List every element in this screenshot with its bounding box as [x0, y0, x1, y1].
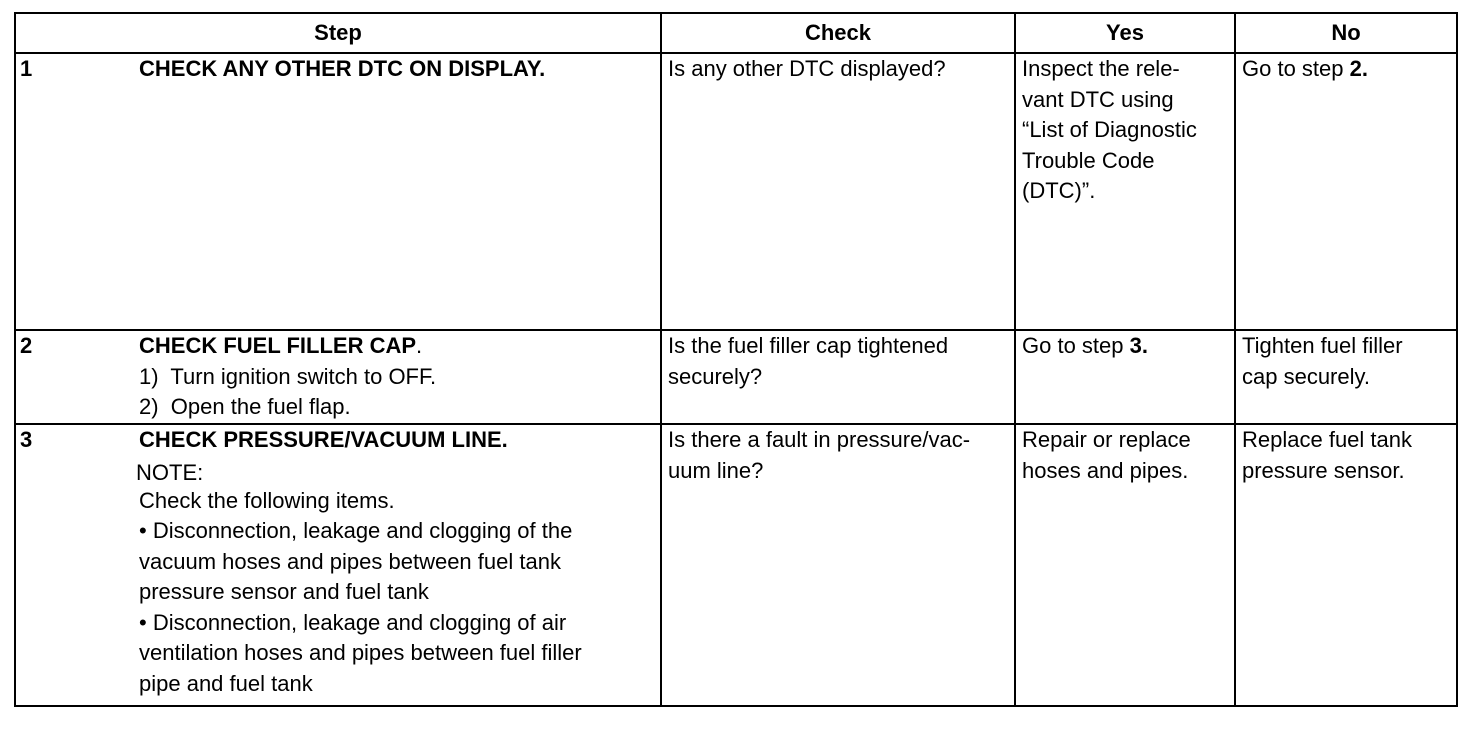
step-number: 2 [15, 330, 137, 424]
step-cell [137, 424, 661, 706]
step-title: CHECK ANY OTHER DTC ON DISPLAY. [139, 56, 546, 81]
yes-cell [1015, 53, 1235, 330]
step-number: 3 [15, 424, 137, 706]
yes-text: Inspect the rele- vant DTC using “List of Diagnostic Trouble Code (DTC)”. [1022, 56, 1197, 203]
yes-text: Repair or replace hoses and pipes. [1022, 427, 1191, 483]
header-yes: Yes [1015, 13, 1235, 53]
table-row [15, 53, 1457, 330]
note-bullet: • Disconnection, leakage and clogging of air ventilation hoses and pipes between fuel filler pipe and fuel tank [139, 609, 582, 696]
note-line: Check the following items. [139, 487, 395, 513]
step-title: CHECK FUEL FILLER CAP [139, 333, 417, 358]
header-no: No [1235, 13, 1457, 53]
note-bullet: • Disconnection, leakage and clogging of the vacuum hoses and pipes between fuel tank pressure sensor and fuel tank [139, 518, 573, 604]
note-heading: NOTE: [136, 459, 204, 485]
check-cell [661, 424, 1015, 706]
check-text: Is there a fault in pressure/vac- uum line? [668, 427, 971, 483]
check-cell [661, 330, 1015, 424]
substep-item: 1) Turn ignition switch to OFF. [139, 363, 437, 389]
diagnostic-procedure-table [14, 12, 1458, 707]
check-cell [661, 53, 1015, 330]
no-text: Tighten fuel filler cap securely. [1242, 333, 1403, 389]
step-title: CHECK PRESSURE/VACUUM LINE. [139, 427, 508, 452]
no-text: Replace fuel tank pressure sensor. [1242, 427, 1412, 483]
yes-text: Go to step [1022, 333, 1130, 358]
no-cell [1235, 53, 1457, 330]
header-row [15, 13, 1457, 53]
step-title-suffix: . [416, 333, 423, 358]
yes-step-ref: 3. [1129, 333, 1148, 358]
substep-item: 2) Open the fuel flap. [139, 394, 351, 419]
yes-cell [1015, 330, 1235, 424]
step-number: 1 [15, 53, 137, 330]
check-text: Is any other DTC displayed? [668, 56, 946, 81]
table-row [15, 424, 1457, 706]
no-cell [1235, 424, 1457, 706]
header-check: Check [661, 13, 1015, 53]
step-cell [137, 330, 661, 424]
check-text: Is the fuel filler cap tightened securely? [668, 333, 949, 389]
step-cell [137, 53, 661, 330]
header-step: Step [15, 13, 661, 53]
no-step-ref: 2. [1349, 56, 1368, 81]
yes-cell [1015, 424, 1235, 706]
no-cell [1235, 330, 1457, 424]
table-row [15, 330, 1457, 424]
no-text: Go to step [1242, 56, 1350, 81]
